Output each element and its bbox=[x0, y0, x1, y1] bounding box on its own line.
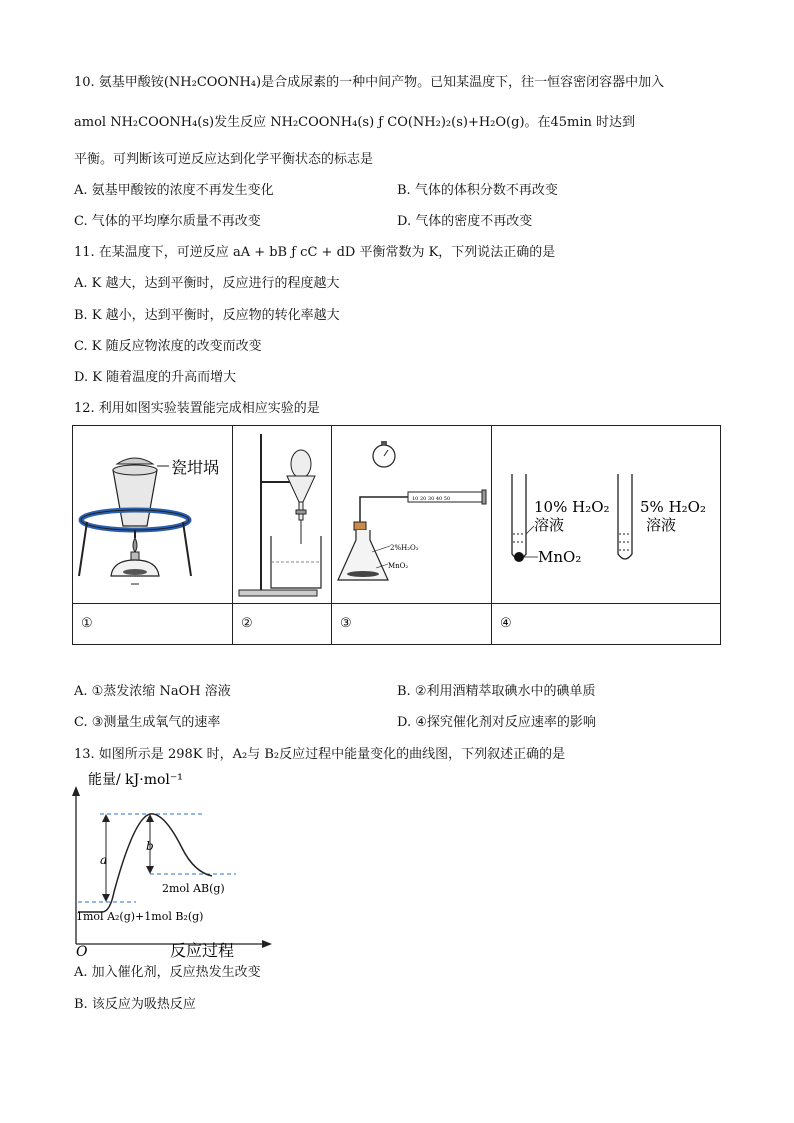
q12-option-b: B. ②利用酒精萃取碘水中的碘单质 bbox=[397, 684, 596, 699]
energy-diagram bbox=[66, 764, 286, 960]
apparatus-cell-2 bbox=[233, 426, 332, 604]
activation-b-label: b bbox=[146, 839, 154, 853]
crucible-apparatus-figure bbox=[73, 426, 232, 603]
test-tubes-figure bbox=[492, 426, 720, 603]
apparatus-label-2: ② bbox=[233, 604, 332, 645]
q10-line1: 10. 氨基甲酸铵(NH₂COONH₄)是合成尿素的一种中间产物。已知某温度下，往一恒容密闭容器中加入 bbox=[74, 75, 665, 90]
right-tube-concentration: 5% H₂O₂ bbox=[640, 498, 706, 516]
left-tube-mno2: MnO₂ bbox=[538, 548, 582, 566]
origin-label: O bbox=[76, 944, 88, 960]
q10-option-b: B. 气体的体积分数不再改变 bbox=[397, 183, 558, 198]
q12-option-c: C. ③测量生成氧气的速率 bbox=[74, 715, 221, 730]
q10-line3: 平衡。可判断该可逆反应达到化学平衡状态的标志是 bbox=[74, 152, 374, 167]
apparatus-cell-1 bbox=[73, 426, 233, 604]
reactant-level-label: 1mol A₂(g)+1mol B₂(g) bbox=[76, 910, 204, 923]
syringe-scale-label: 10 20 30 40 50 bbox=[412, 496, 451, 502]
q12-stem: 12. 利用如图实验装置能完成相应实验的是 bbox=[74, 401, 320, 416]
separatory-funnel-figure bbox=[233, 426, 331, 603]
q10-line2: amol NH₂COONH₄(s)发生反应 NH₂COONH₄(s) ƒ CO(NH₂)₂(s)+H₂O(g)。在45min 时达到 bbox=[74, 115, 636, 130]
apparatus-cell-3 bbox=[332, 426, 492, 604]
q13-option-a: A. 加入催化剂，反应热发生改变 bbox=[74, 965, 261, 980]
q11-option-c: C. K 随反应物浓度的改变而改变 bbox=[74, 339, 262, 354]
product-level-label: 2mol AB(g) bbox=[162, 882, 225, 895]
apparatus-table bbox=[72, 425, 721, 645]
q12-option-d: D. ④探究催化剂对反应速率的影响 bbox=[397, 715, 596, 730]
activation-a-label: a bbox=[100, 853, 108, 867]
q13-stem: 13. 如图所示是 298K 时，A₂与 B₂反应过程中能量变化的曲线图，下列叙述正确的是 bbox=[74, 747, 566, 762]
q11-option-a: A. K 越大，达到平衡时，反应进行的程度越大 bbox=[74, 276, 340, 291]
apparatus-cell-4 bbox=[492, 426, 721, 604]
q11-option-d: D. K 随着温度的升高而增大 bbox=[74, 370, 237, 385]
q11-stem: 11. 在某温度下，可逆反应 aA + bB ƒ cC + dD 平衡常数为 K，下列说法正确的是 bbox=[74, 245, 556, 260]
flask-mno2-label: MnO₂ bbox=[388, 562, 409, 570]
q13-option-b: B. 该反应为吸热反应 bbox=[74, 997, 196, 1012]
apparatus-label-1: ① bbox=[73, 604, 233, 645]
left-tube-solution: 溶液 bbox=[534, 516, 565, 534]
flask-h2o2-label: 2%H₂O₂ bbox=[390, 544, 419, 552]
left-tube-concentration: 10% H₂O₂ bbox=[534, 498, 610, 516]
q10-formula: NH₂COONH₄ bbox=[168, 75, 256, 90]
process-axis-label: 反应过程 bbox=[170, 941, 235, 960]
q10-option-a: A. 氨基甲酸铵的浓度不再发生变化 bbox=[74, 183, 274, 198]
apparatus-label-3: ③ bbox=[332, 604, 492, 645]
apparatus-label-4: ④ bbox=[492, 604, 721, 645]
q10-option-c: C. 气体的平均摩尔质量不再改变 bbox=[74, 214, 261, 229]
q12-option-a: A. ①蒸发浓缩 NaOH 溶液 bbox=[74, 684, 231, 699]
gas-syringe-figure bbox=[332, 426, 491, 603]
crucible-label: 瓷坩埚 bbox=[171, 458, 220, 477]
q11-option-b: B. K 越小，达到平衡时，反应物的转化率越大 bbox=[74, 308, 340, 323]
q10-line1-start: 10. 氨基甲酸铵 bbox=[74, 75, 164, 90]
energy-axis-label: 能量/ kJ·mol⁻¹ bbox=[88, 772, 183, 788]
q10-line1-end: 是合成尿素的一种中间产物。已知某温度下，往一恒容密闭容器中加入 bbox=[261, 75, 665, 90]
right-tube-solution: 溶液 bbox=[646, 516, 677, 534]
q10-option-d: D. 气体的密度不再改变 bbox=[397, 214, 533, 229]
